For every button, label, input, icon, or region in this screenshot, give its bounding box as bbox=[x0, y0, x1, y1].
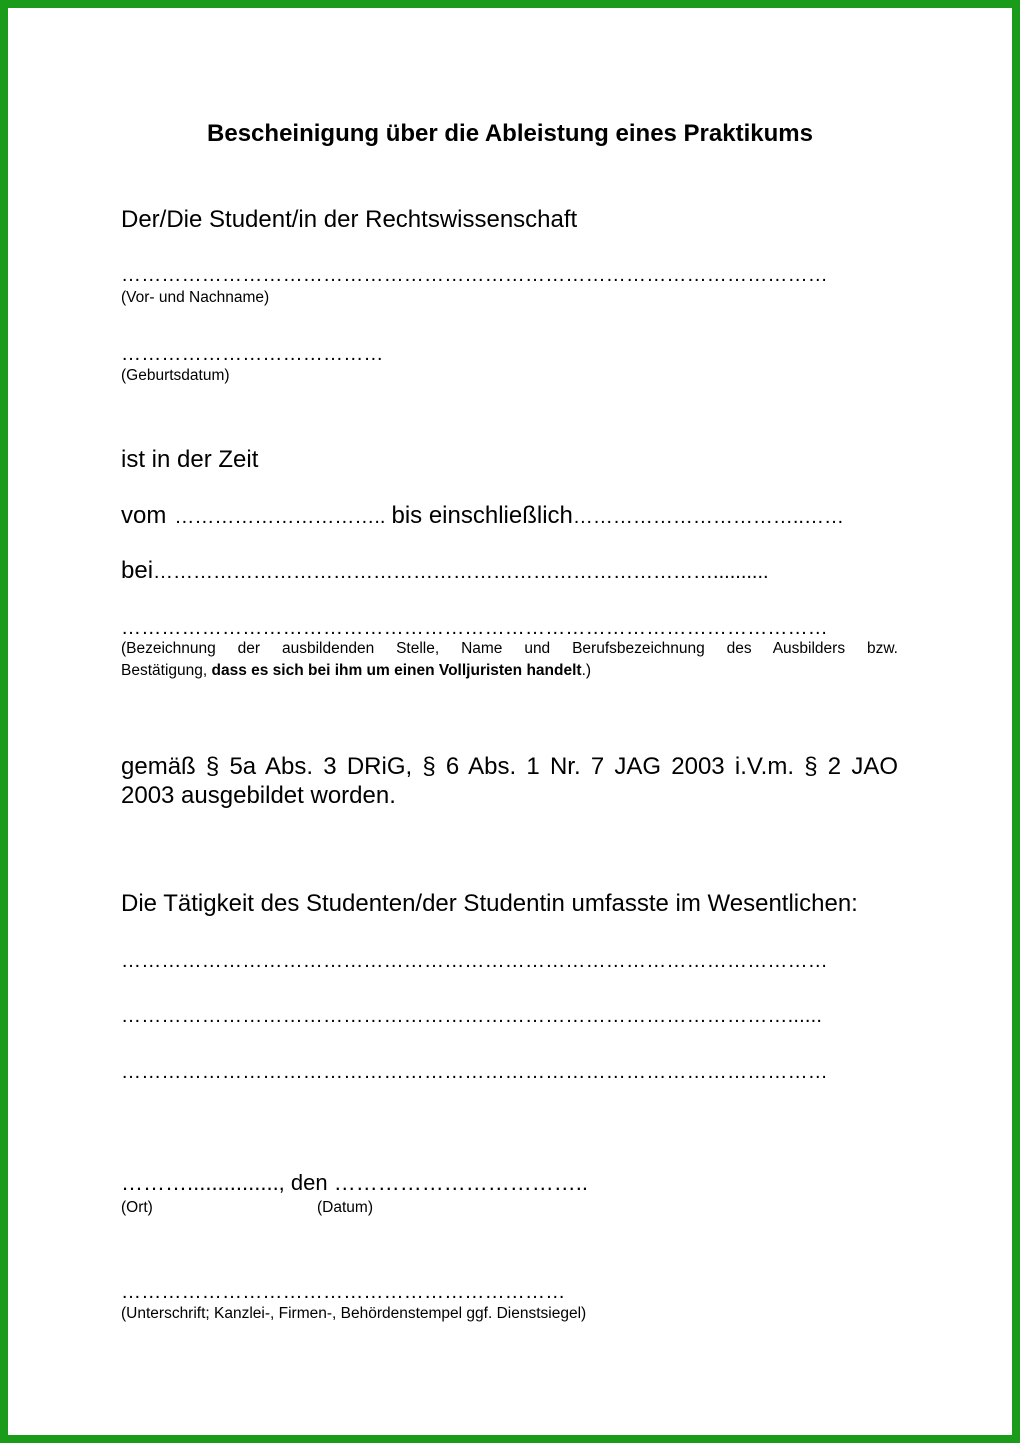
legal-basis bbox=[121, 752, 898, 810]
until-date-field[interactable]: ……………………………..…… bbox=[572, 506, 844, 528]
from-label: vom bbox=[121, 502, 167, 529]
signature-field[interactable]: ………………………………………………………… bbox=[121, 1281, 566, 1303]
student-line: Der/Die Student/in der Rechtswissenschaft bbox=[121, 206, 578, 233]
birthdate-caption: (Geburtsdatum) bbox=[121, 367, 230, 384]
at-label: bei bbox=[121, 557, 154, 584]
birthdate-field[interactable]: ………………………………… bbox=[121, 343, 384, 365]
activity-line-2[interactable]: ………………………………………………………………………………………...... bbox=[121, 1005, 823, 1027]
activity-line-1[interactable]: …………………………………………………………………………………………… bbox=[121, 950, 828, 972]
place-caption: (Ort) bbox=[121, 1199, 153, 1216]
legal-basis-line2: 2003 ausgebildet worden. bbox=[121, 782, 396, 809]
period-intro: ist in der Zeit bbox=[121, 446, 259, 473]
training-place-caption-line2a: Bestätigung, bbox=[121, 662, 212, 679]
activity-intro: Die Tätigkeit des Studenten/der Studentin umfasste im Wesentlichen: bbox=[121, 890, 858, 917]
name-field[interactable]: …………………………………………………………………………………………… bbox=[121, 264, 828, 286]
period-row bbox=[121, 502, 898, 530]
at-row bbox=[121, 557, 898, 585]
training-place-caption bbox=[121, 638, 898, 682]
date-caption: (Datum) bbox=[317, 1199, 373, 1216]
signature-caption: (Unterschrift; Kanzlei-, Firmen-, Behördenstempel ggf. Dienstsiegel) bbox=[121, 1305, 587, 1322]
training-place-field[interactable]: …………………………………………………………………………………………… bbox=[121, 617, 828, 639]
training-place-caption-line1: (Bezeichnung der ausbildenden Stelle, Name und Berufsbezeichnung des Ausbilders bzw. bbox=[121, 640, 898, 657]
document-title: Bescheinigung über die Ableistung eines Praktikums bbox=[207, 120, 813, 147]
until-label: bis einschließlich bbox=[391, 502, 573, 529]
at-field[interactable]: ………………………………………………………………………….......... bbox=[153, 561, 769, 583]
activity-line-3[interactable]: …………………………………………………………………………………………… bbox=[121, 1061, 828, 1083]
name-caption: (Vor- und Nachname) bbox=[121, 289, 270, 306]
legal-basis-line1: gemäß § 5a Abs. 3 DRiG, § 6 Abs. 1 Nr. 7 JAG 2003 i.V.m. § 2 JAO bbox=[121, 753, 898, 780]
from-date-field[interactable]: ………………………….. bbox=[174, 506, 386, 528]
training-place-caption-line2-bold: dass es sich bei ihm um einen Volljuristen handelt bbox=[211, 662, 582, 679]
training-place-caption-line2c: .) bbox=[581, 662, 592, 679]
place-date-field[interactable]: ………..............., den …………………………….. bbox=[121, 1170, 588, 1195]
